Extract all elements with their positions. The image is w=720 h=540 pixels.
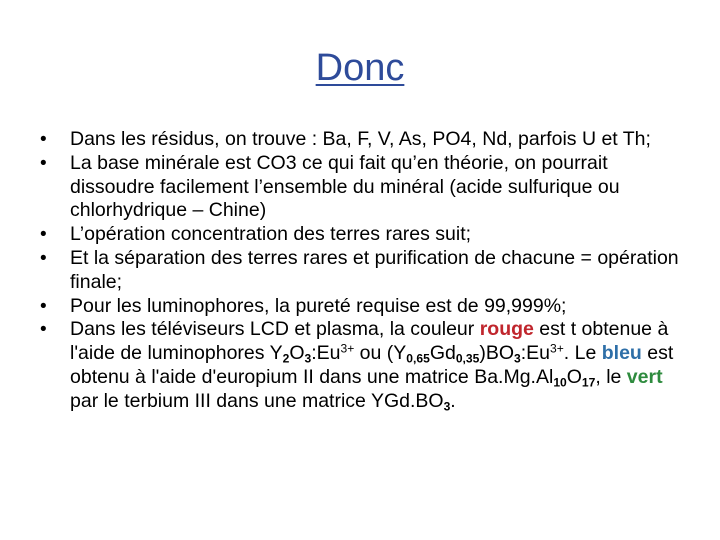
superscript: 3+ [550,341,564,356]
text-run: par le terbium III dans une matrice YGd.BO [70,389,444,412]
text-run: :Eu [520,342,551,365]
word-bleu: bleu [601,342,642,365]
bullet-list [40,128,680,414]
bullet-item: • Et la séparation des terres rares et purification de chacune = opération finale; [40,247,680,295]
subscript: 0,35 [455,351,480,366]
text-run: O [566,365,582,388]
text-run: :Eu [311,342,341,365]
text-run: . Le [563,342,602,365]
text-run: Dans les téléviseurs LCD et plasma, la couleur [70,318,480,341]
text-run: )BO [479,342,515,365]
word-vert: vert [626,365,663,388]
subscript: 0,65 [406,351,430,366]
text-run: O [289,342,305,365]
superscript: 3+ [340,341,355,356]
subscript: 17 [581,375,596,390]
bullet-item: • La base minérale est CO3 ce qui fait qu’en théorie, on pourrait dissoudre facilement l’ensemble du minéral (acide sulfurique ou chlorhydrique – Chine) [40,152,680,223]
bullet-item: • Dans les résidus, on trouve : Ba, F, V, As, PO4, Nd, parfois U et Th; [40,128,680,152]
slide-title-text: Donc [315,47,405,89]
text-run: . [450,389,456,412]
subscript: 10 [553,375,567,390]
subscript: 3 [514,351,521,366]
text-run: est t obtenue à l'aide de luminophores Y [70,318,669,365]
text-run: est obtenu à l'aide d'europium II dans une matrice Ba.Mg.Al [70,342,674,388]
bullet-item: • Pour les luminophores, la pureté requise est de 99,999%; [40,295,680,319]
text-run: , le [595,365,627,388]
text-run: ou (Y [354,342,407,365]
word-rouge: rouge [479,318,534,341]
subscript: 2 [282,351,290,366]
text-run: Gd [429,342,456,365]
slide-title [0,44,720,92]
subscript: 3 [443,399,451,414]
bullet-item: • L’opération concentration des terres rares suit; [40,223,680,247]
subscript: 3 [304,351,312,366]
bullet-item-phosphors [40,318,680,413]
